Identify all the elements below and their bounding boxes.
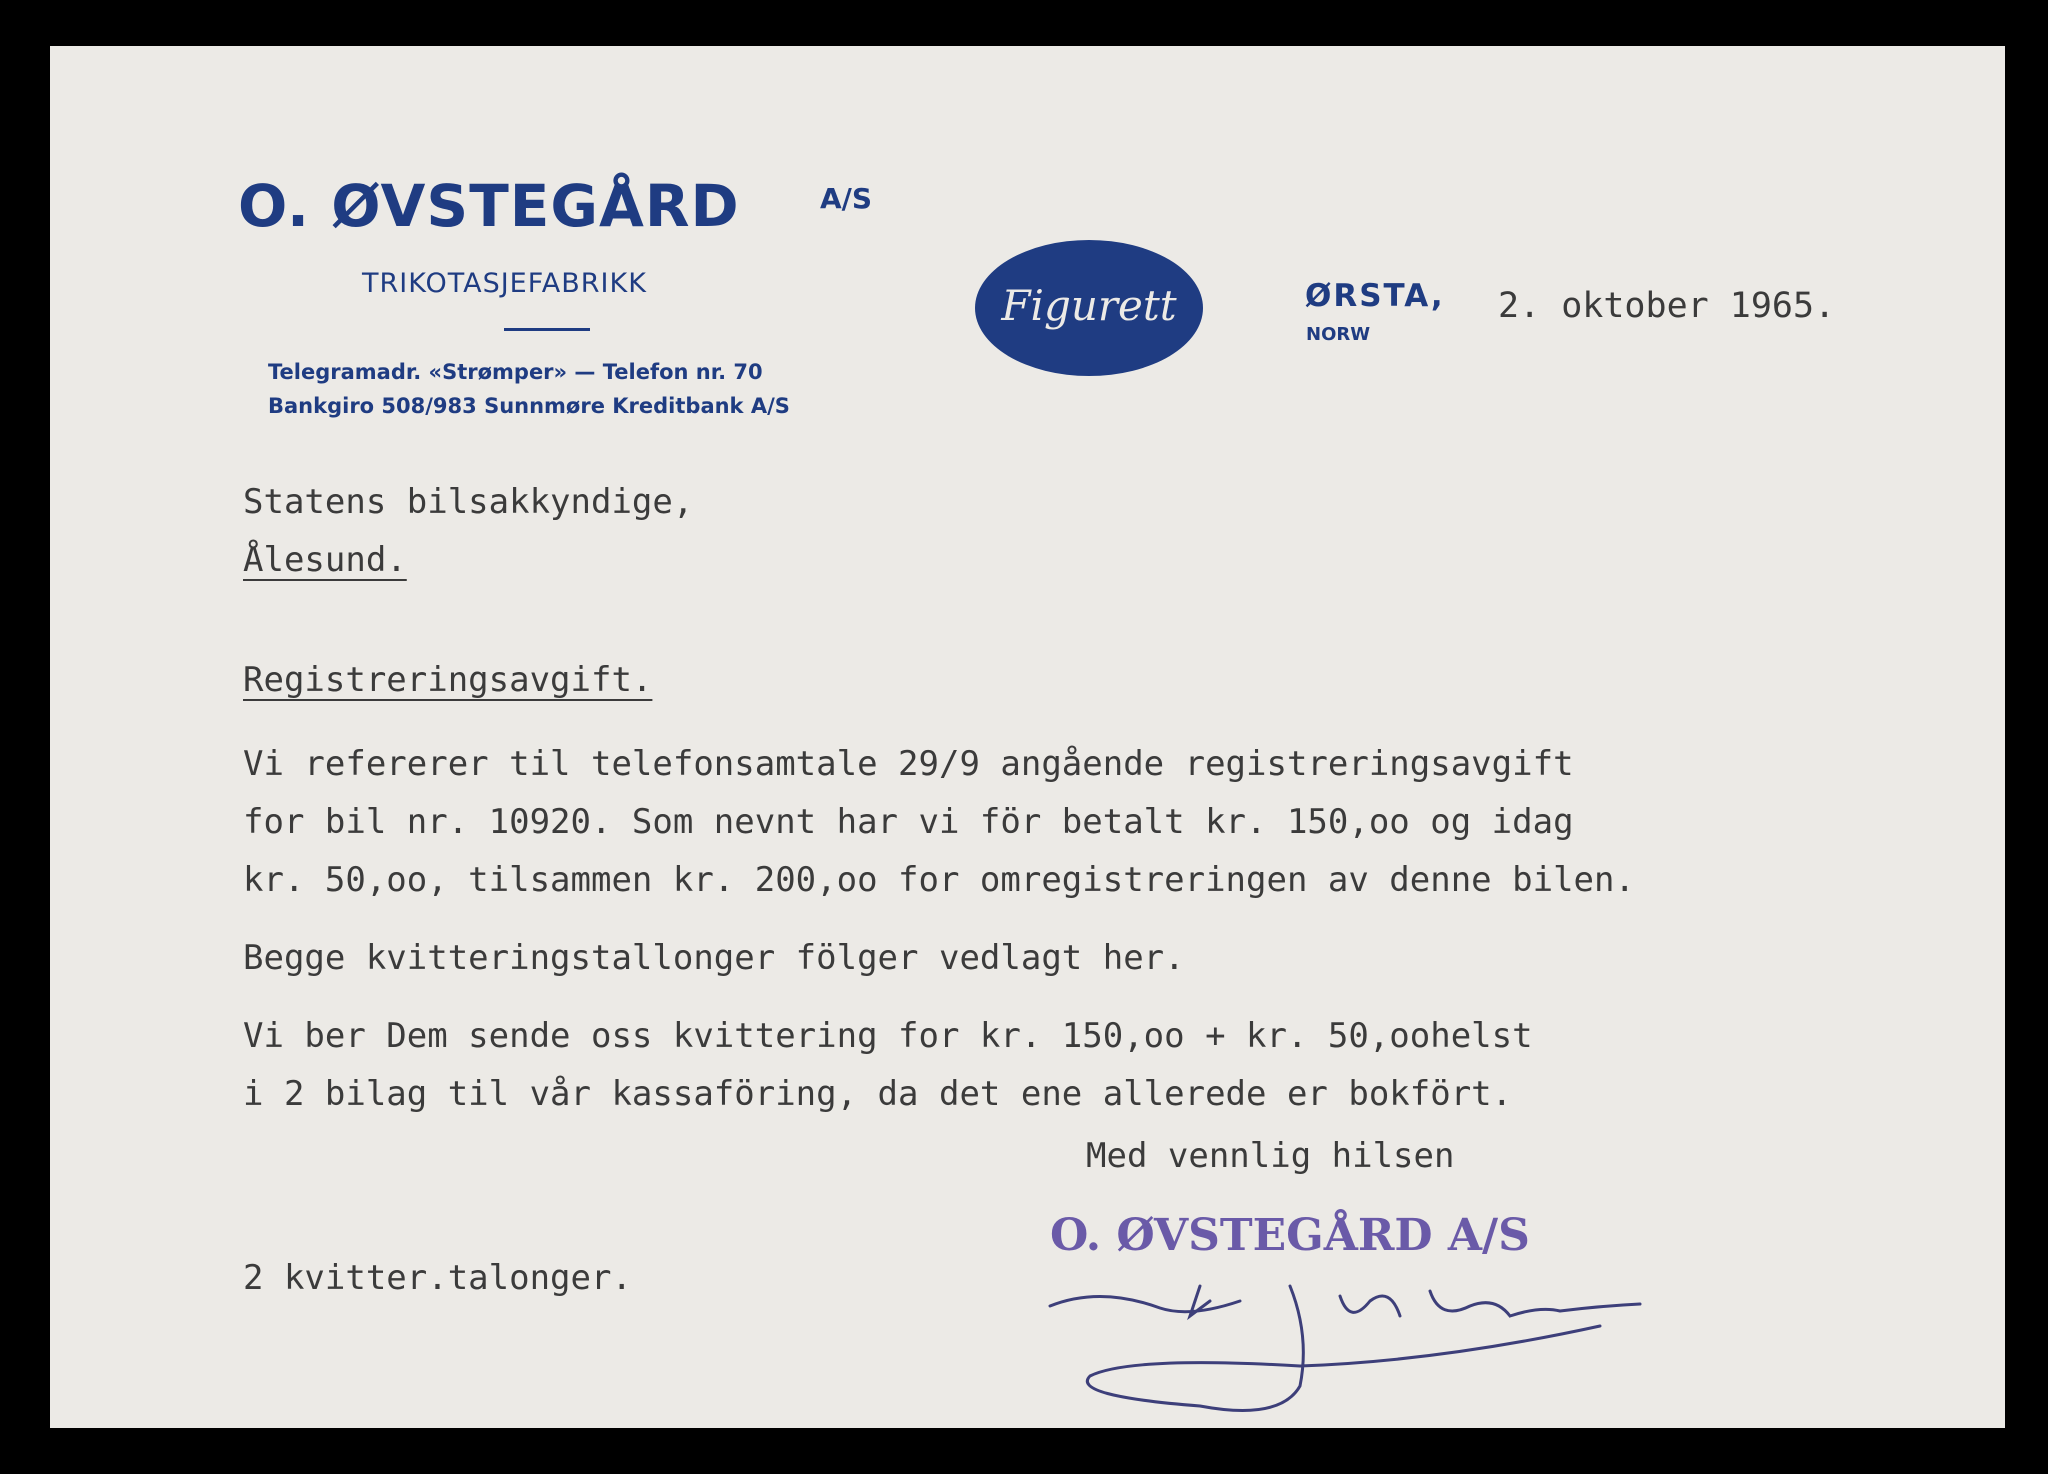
contact-line-bank: Bankgiro 508/983 Sunnmøre Kreditbank A/S: [268, 394, 790, 418]
recipient-line-1: Statens bilsakkyndige,: [243, 482, 694, 522]
recipient-line-2: Ålesund.: [243, 540, 407, 580]
letterhead-divider: [504, 328, 590, 331]
letter-date: 2. oktober 1965.: [1498, 286, 1836, 326]
enclosure-note: 2 kvitter.talonger.: [243, 1258, 632, 1298]
company-suffix: A/S: [820, 182, 873, 215]
body-line-1: Vi refererer til telefonsamtale 29/9 angående registreringsavgift: [243, 744, 1574, 784]
company-subtitle: TRIKOTASJEFABRIKK: [362, 268, 647, 299]
letter-page: [50, 46, 2005, 1428]
closing-greeting: Med vennlig hilsen: [1086, 1136, 1455, 1176]
company-name: O. ØVSTEGÅRD: [238, 172, 740, 240]
logo-text: Figurett: [1001, 281, 1177, 330]
body-line-4: Begge kvitteringstallonger fölger vedlagt her.: [243, 938, 1185, 978]
body-line-5: Vi ber Dem sende oss kvittering for kr. 150,oo + kr. 50,oohelst: [243, 1016, 1533, 1056]
place-name: ØRSTA,: [1305, 278, 1445, 314]
body-line-6: i 2 bilag til vår kassaföring, da det ene allerede er bokfört.: [243, 1074, 1513, 1114]
body-line-3: kr. 50,oo, tilsammen kr. 200,oo for omregistreringen av denne bilen.: [243, 860, 1635, 900]
country-label: NORW: [1306, 324, 1371, 345]
figurett-logo: [974, 238, 1204, 378]
contact-line-telegram: Telegramadr. «Strømper» — Telefon nr. 70: [268, 360, 763, 384]
body-line-2: for bil nr. 10920. Som nevnt har vi för betalt kr. 150,oo og idag: [243, 802, 1574, 842]
company-stamp: O. ØVSTEGÅRD A/S: [1050, 1210, 1530, 1261]
subject-line: Registreringsavgift.: [243, 660, 653, 700]
handwritten-signature: [1040, 1246, 1700, 1426]
